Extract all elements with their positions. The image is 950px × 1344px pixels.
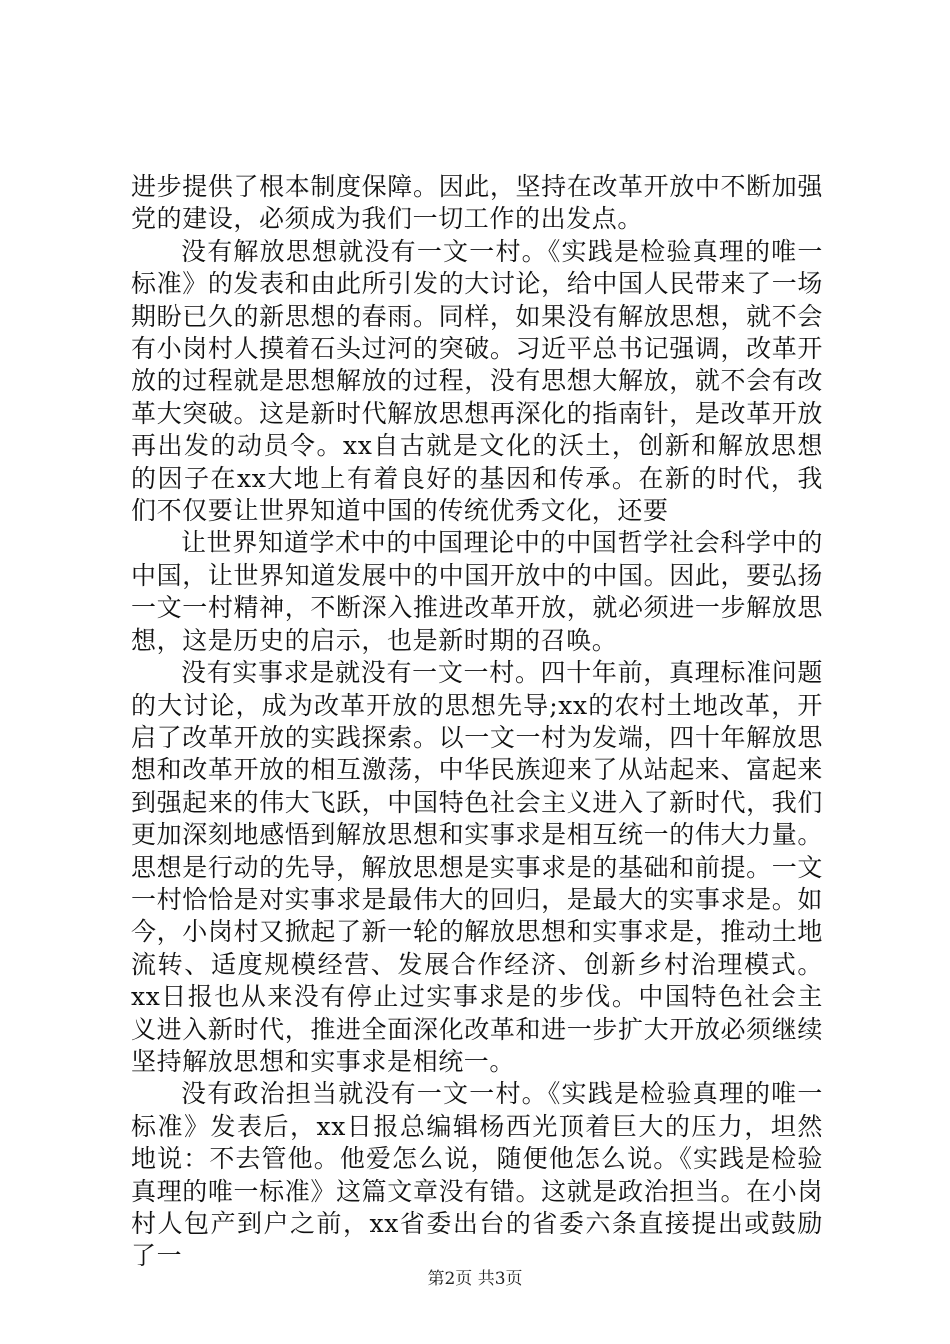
paragraph-1: 进步提供了根本制度保障。因此，坚持在改革开放中不断加强党的建设，必须成为我们一切工作的出发点。 [131, 172, 823, 234]
document-body [131, 171, 823, 1273]
paragraph-3: 让世界知道学术中的中国理论中的中国哲学社会科学中的中国，让世界知道发展中的中国开放中的中国。因此，要弘扬一文一村精神，不断深入推进改革开放，就必须进一步解放思想，这是历史的启示，也是新时期的召唤。 [131, 528, 823, 655]
paragraph-2: 没有解放思想就没有一文一村。《实践是检验真理的唯一标准》的发表和由此所引发的大讨论，给中国人民带来了一场期盼已久的新思想的春雨。同样，如果没有解放思想，就不会有小岗村人摸着石头过河的突破。习近平总书记强调，改革开放的过程就是思想解放的过程，没有思想大解放，就不会有改革大突破。这是新时代解放思想再深化的指南针，是改革开放再出发的动员令。xx自古就是文化的沃土，创新和解放思想的因子在xx大地上有着良好的基因和传承。在新的时代，我们不仅要让世界知道中国的传统优秀文化，还要 [131, 236, 823, 526]
paragraph-5: 没有政治担当就没有一文一村。《实践是检验真理的唯一标准》发表后，xx日报总编辑杨西光顶着巨大的压力，坦然地说：不去管他。他爱怎么说，随便他怎么说。《实践是检验真理的唯一标准》这篇文章没有错。这就是政治担当。在小岗村人包产到户之前，xx省委出台的省委六条直接提出或鼓励了一 [131, 1079, 823, 1271]
page-footer [0, 1264, 950, 1289]
paragraph-4: 没有实事求是就没有一文一村。四十年前，真理标准问题的大讨论，成为改革开放的思想先导;xx的农村土地改革，开启了改革开放的实践探索。以一文一村为发端，四十年解放思想和改革开放的相互激荡，中华民族迎来了从站起来、富起来到强起来的伟大飞跃，中国特色社会主义进入了新时代，我们更加深刻地感悟到解放思想和实事求是相互统一的伟大力量。思想是行动的先导，解放思想是实事求是的基础和前提。一文一村恰恰是对实事求是最伟大的回归，是最大的实事求是。如今，小岗村又掀起了新一轮的解放思想和实事求是，推动土地流转、适度规模经营、发展合作经济、创新乡村治理模式。xx日报也从来没有停止过实事求是的步伐。中国特色社会主义进入新时代，推进全面深化改革和进一步扩大开放必须继续坚持解放思想和实事求是相统一。 [131, 658, 823, 1076]
page-number-label: 第2页 共3页 [427, 1269, 523, 1289]
